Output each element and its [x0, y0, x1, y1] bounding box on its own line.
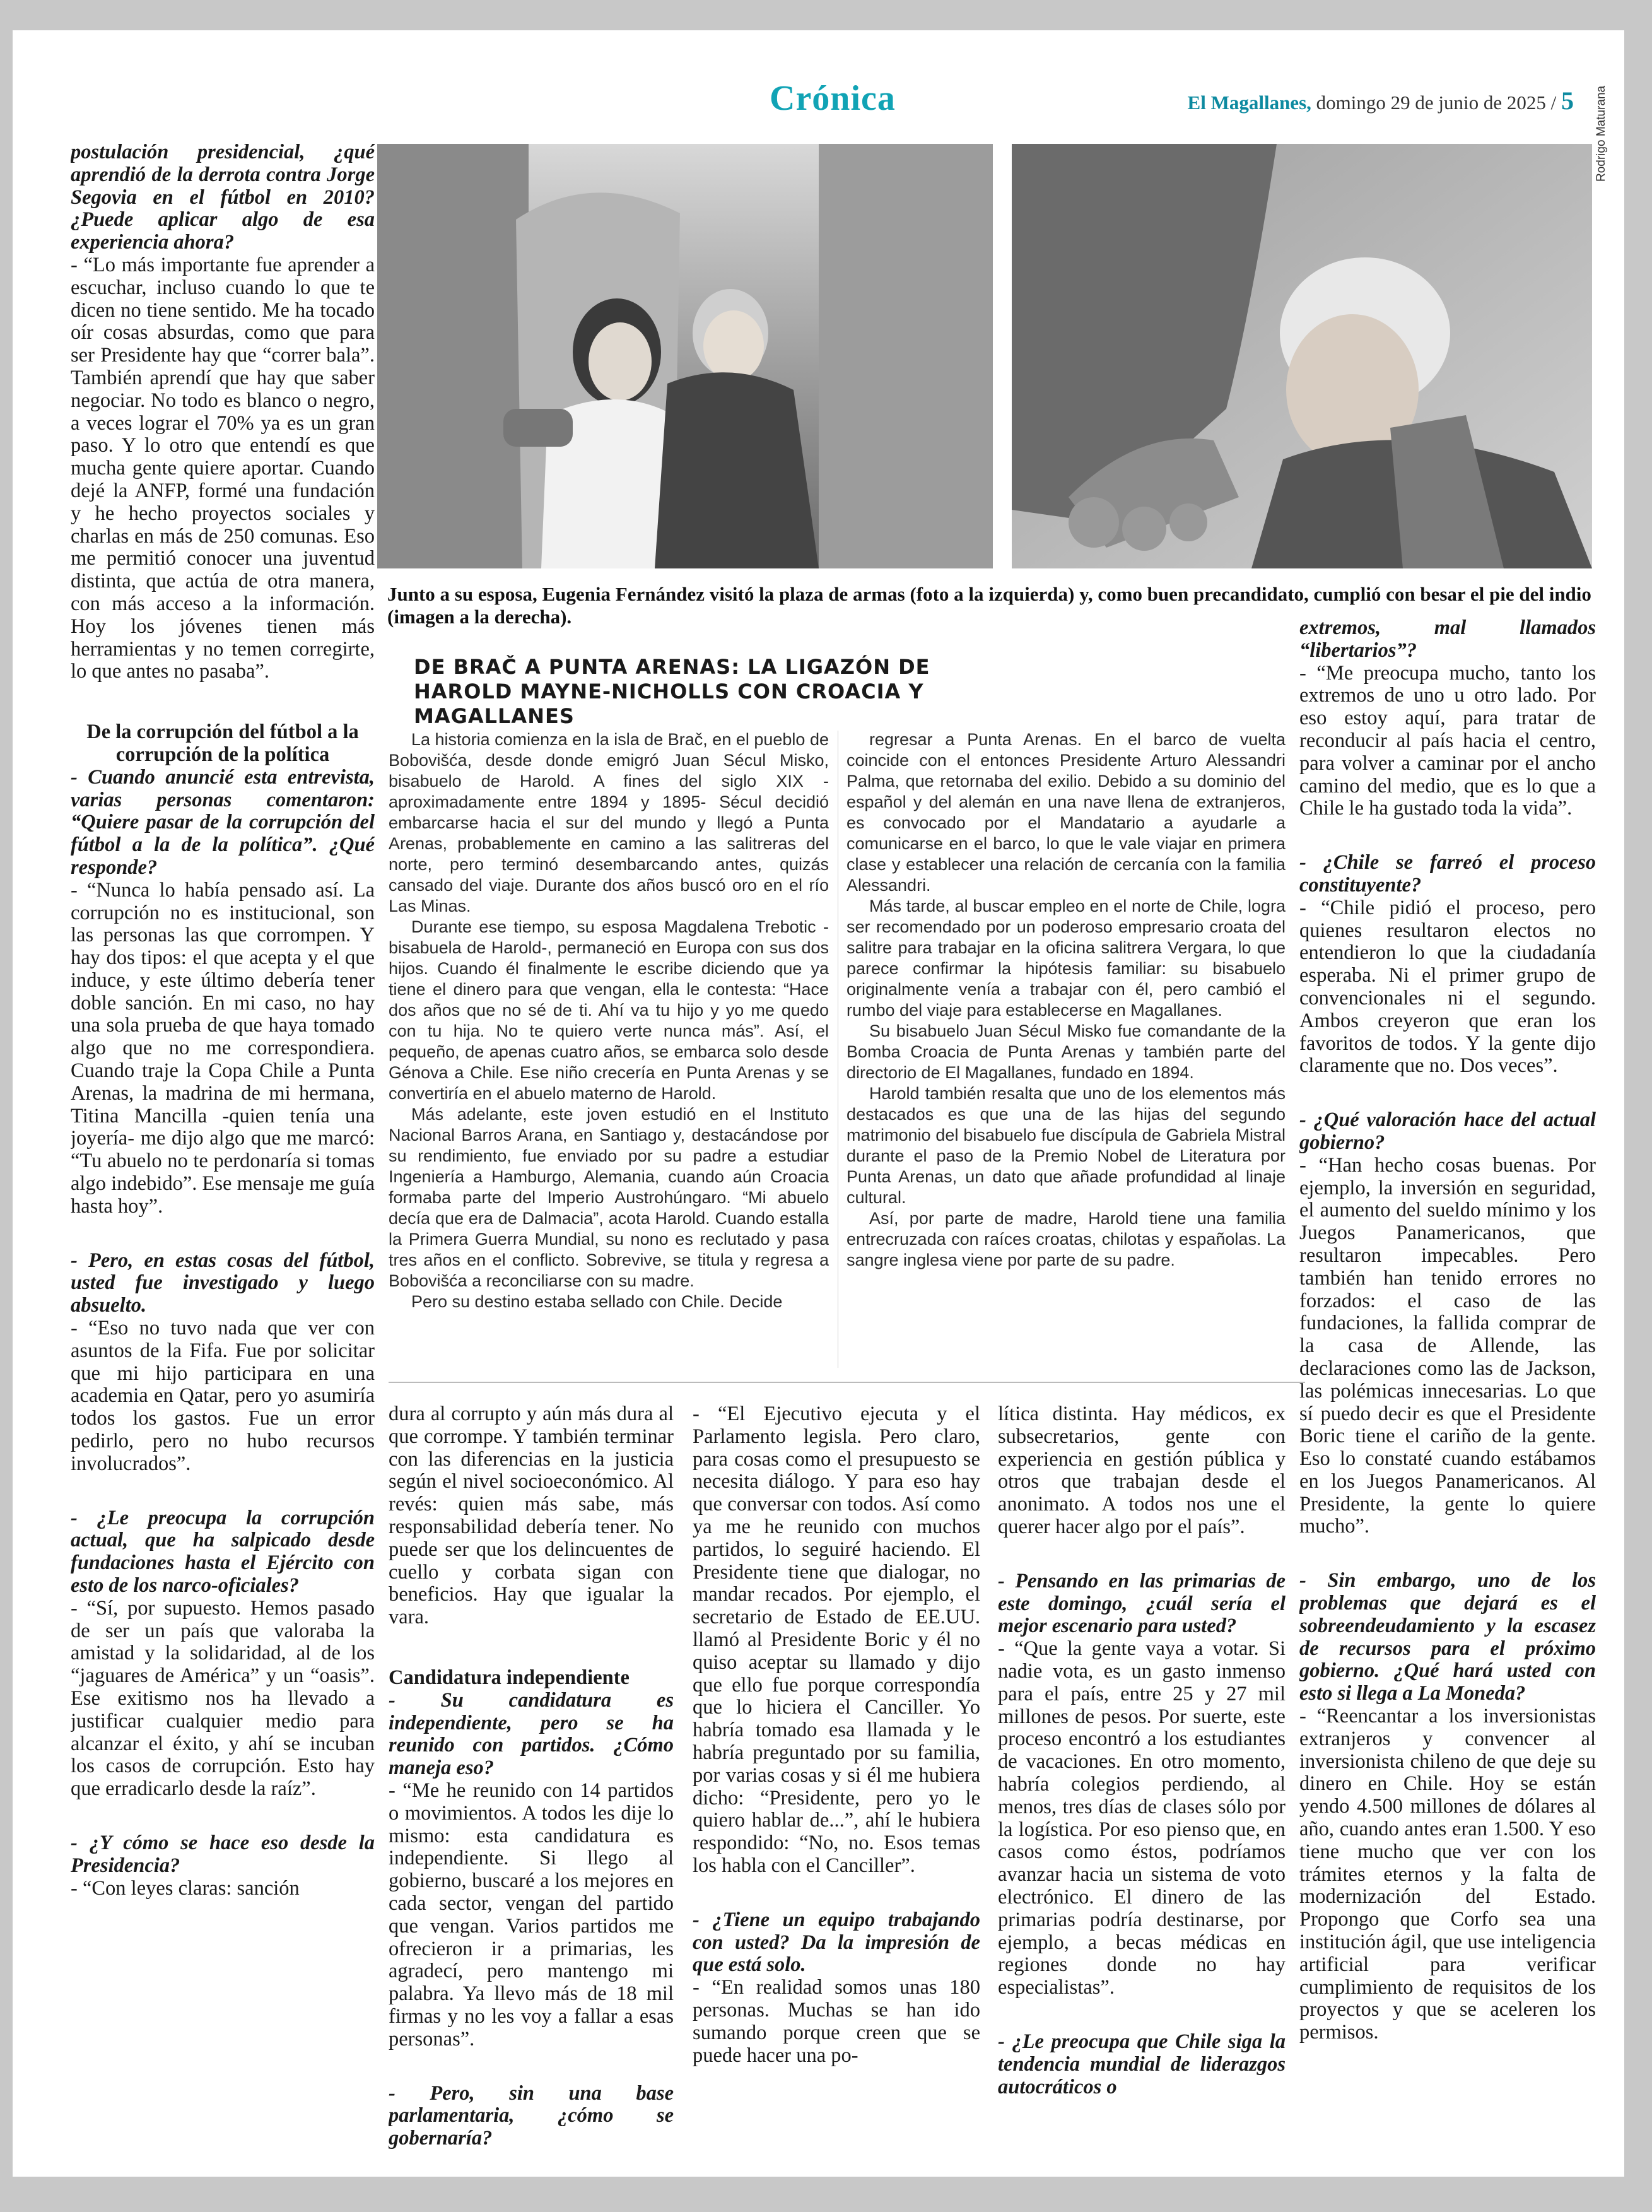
newspaper-name: El Magallanes,	[1187, 91, 1311, 114]
photo-credit: Rodrigo Maturana	[1595, 85, 1608, 182]
col2-subheading: Candidatura independiente	[389, 1666, 630, 1689]
col1-answer: - “Nunca lo había pensado así. La corrupción no es institucional, son las personas las que corrompen. Y hay dos tipos: el que acepta y el que induce, y este último debería tener doble sanción. En mi caso, no hay una sola prueba de que haya tomado algo que no me correspondiera. Cuando traje la Copa Chile a Punta Arenas, la madrina de mi hermana, Titina Mancilla -quien tenía una joyería- me dijo algo que me marcó: “Tu abuelo no te perdonaría si tomas algo indebido”. Ese mensaje me guía hasta hoy”.	[71, 878, 375, 1218]
col5-answer: - “Me preocupa mucho, tanto los extremos de uno u otro lado. Por eso estoy aquí, para tratar de reconducir al país hacia el centro, para volver a caminar por el ancho camino del medio, que es lo que a Chile le ha gustado toda la vida”.	[1299, 661, 1596, 820]
col5-answer: - “Chile pidió el proceso, pero quienes resultaron electos no entendieron lo que la ciudadanía esperaba. Ni el primer grupo de convencionales ni el segundo. Ambos creyeron que eran los favoritos de todos. Y la gente dijo claramente que no. Dos veces”.	[1299, 896, 1596, 1078]
col2-answer: dura al corrupto y aún más dura al que corrompe. Y también terminar con las diferencias en la justicia según el nivel socioeconómico. Al revés: quien más sabe, más responsabilidad debería tener. No puede ser que los delincuentes de cuello y corbata sigan con beneficios. Hay que igualar la vara.	[389, 1403, 674, 1629]
photo-left-image	[377, 144, 993, 568]
box-paragraph: Más adelante, este joven estudió en el Instituto Nacional Barros Arana, en Santiago y, destacándose por su rendimiento, fue enviado por su padre a estudiar Ingeniería a Hamburgo, Alemania, cuando aún Croacia formaba parte del Imperio Austrohúngaro. “Mi abuelo decía que era de Dalmacia”, acota Harold. Cuando estalla la Primera Guerra Mundial, su nono es reclutado y pasa tres años en el conflicto. Sobrevive, se titula y regresa a Bobovišća a reconciliarse con su madre.	[389, 1105, 829, 1290]
col1-subheading: De la corrupción del fútbol a la corrupción de la política	[86, 721, 359, 766]
header-separator: /	[1550, 91, 1557, 114]
box-paragraph: Así, por parte de madre, Harold tiene una familia entrecruzada con raíces croatas, chilotas y españolas. La sangre inglesa viene por parte de su padre.	[847, 1209, 1286, 1269]
col4-answer: - “Que la gente vaya a votar. Si nadie vota, es un gasto inmenso para el país, entre 25 y 27 mil millones de pesos. Por suerte, este proceso encontró a los estudiantes de vacaciones. En otro momento, habría colegios perdiendo, al menos, tres días de clases sólo por la logística. Por eso pienso que, en casos como éstos, podríamos avanzar hacia un sistema de voto electrónico. El dinero de las primarias podría destinarse, por ejemplo, a becas médicas en regiones donde no hay especialistas”.	[998, 1637, 1286, 1999]
col5-question: - ¿Chile se farreó el proceso constituyente?	[1299, 851, 1596, 897]
photo-plaza-de-armas	[377, 144, 993, 568]
sidebar-box-column-right	[847, 729, 1286, 1373]
box-paragraph: Su bisabuelo Juan Sécul Misko fue comandante de la Bomba Croacia de Punta Arenas y también parte del directorio de El Magallanes, fundado en 1894.	[847, 1021, 1286, 1082]
col2-question: - Su candidatura es independiente, pero se ha reunido con partidos. ¿Cómo maneja eso?	[389, 1688, 674, 1780]
col2-answer: - “Me he reunido con 14 partidos o movimientos. A todos les dije lo mismo: esta candidatura es independiente. Si llego al gobierno, buscaré a los mejores en cada sector, vengan del partido que vengan. Varios partidos me ofrecieron ir a primarias, les agradecí, pero mantengo mi palabra. Ya llevo más de 18 mil firmas y no les voy a fallar a esas personas”.	[389, 1779, 674, 2050]
col1-question: - Cuando anuncié esta entrevista, varias personas comentaron: “Quiere pasar de la corrupción del fútbol a la de la política”. ¿Qué responde?	[71, 765, 375, 879]
box-paragraph: Harold también resalta que uno de los elementos más destacados es que una de las hijas del segundo matrimonio del bisabuelo fue discípula de Gabriela Mistral durante el paso de la Premio Nobel de Literatura por Punta Arenas, un dato que añade profundidad al linaje cultural.	[847, 1084, 1286, 1207]
column-1	[71, 141, 375, 2177]
col1-answer: - “Sí, por supuesto. Hemos pasado de ser un país que valoraba la amistad y la solidaridad, al de los “jaguares de América” y un “oasis”. Ese exitismo nos ha llevado a justificar cualquier medio para alcanzar el éxito, y ahí se incuban los casos de corrupción. Esto hay que erradicarlo desde la raíz”.	[71, 1596, 375, 1801]
col1-answer: - “Lo más importante fue aprender a escuchar, incluso cuando lo que te dicen no tiene sentido. Me ha tocado oír cosas absurdas, como que para ser Presidente hay que “correr bala”. También aprendí que hay que saber negociar. No todo es blanco o negro, a veces lograr el 70% ya es un gran paso. Y lo otro que entendí es que mucha gente quiere aportar. Cuando dejé la ANFP, formé una fundación y he hecho proyectos sociales y charlas en más de 250 comunas. Eso me permitió conocer una juventud distinta, que actúa de otra manera, con más acceso a la información. Hoy los jóvenes tienen más herramientas y no temen corregirte, lo que antes no pasaba”.	[71, 253, 375, 683]
issue-date: domingo 29 de junio de 2025	[1316, 91, 1546, 114]
box-paragraph: Pero su destino estaba sellado con Chile. Decide	[411, 1292, 783, 1311]
box-paragraph: La historia comienza en la isla de Brač, en el pueblo de Bobovišća, desde donde emigró Juan Sécul Misko, bisabuelo de Harold. A fines del siglo XIX -aproximadamente entre 1894 y 1895- Sécul decidió embarcarse hacia el sur del mundo y llegó a Punta Arenas, probablemente en camino a las salitreras del norte, pero terminó desembarcando antes, quizás cansado del viaje. Durante dos años buscó oro en el río Las Minas.	[389, 730, 829, 915]
col4-answer: lítica distinta. Hay médicos, ex subsecretarios, gente con experiencia en gestión pública y otros que trabajan desde el anonimato. A todos nos une el querer hacer algo por el país”.	[998, 1403, 1286, 1538]
box-paragraph: regresar a Punta Arenas. En el barco de vuelta coincide con el entonces Presidente Arturo Alessandri Palma, que retornaba del exilio. Debido a su dominio del español y del alemán en una nave llena de extranjeros, es convocado por el Mandatario a ayudarle a comunicarse en el barco, lo que le vale viajar en primera clase y establecer una relación de cercanía con la familia Alessandri.	[847, 730, 1286, 895]
sidebar-box-title: DE BRAČ A PUNTA ARENAS: LA LIGAZÓN DE HAROLD MAYNE-NICHOLLS CON CROACIA Y MAGALLANES	[414, 655, 930, 728]
col3-answer: - “El Ejecutivo ejecuta y el Parlamento legisla. Pero claro, para cosas como el presupuesto se necesita diálogo. Y para eso hay que conversar con todos. Así como ya me he reunido con muchos partidos, lo seguiré haciendo. El Presidente tiene que dialogar, no mandar recados. Por ejemplo, el secretario de Estado de EE.UU. llamó al Presidente Boric y él no quiso aceptar su llamado y dijo que ello fue porque correspondía que lo hiciera el Canciller. Yo habría tomado esa llamada y le habría preguntado por su familia, por varias cosas y si él me hubiera dicho: “Presidente, pero yo le quiero hablar de...”, ahí le hubiera respondido: “No, no. Esos temas los habla con el Canciller”.	[693, 1403, 980, 1877]
col3-question: - ¿Tiene un equipo trabajando con usted? Da la impresión de que está solo.	[693, 1908, 980, 1977]
box-divider	[389, 1382, 1305, 1383]
col5-answer: - “Reencantar a los inversionistas extranjeros y convencer al inversionista chileno de que deje su dinero en Chile. Hoy se están yendo 4.500 millones de dólares al año, cuando antes eran 1.500. Y eso tiene mucho que ver con los trámites eternos y la falta de modernización del Estado. Propongo que Corfo sea una institución ágil, que use inteligencia artificial para verificar cumplimiento de requisitos de los proyectos y que se aceleren los permisos.	[1299, 1705, 1596, 2044]
col1-question: - ¿Le preocupa la corrupción actual, que ha salpicado desde fundaciones hasta el Ejército con esto de los narco-oficiales?	[71, 1506, 375, 1597]
col1-answer: - “Eso no tuvo nada que ver con asuntos de la Fifa. Fue por solicitar que mi hijo participara en una academia en Qatar, pero yo asumiría todos los gastos. Fue un error pedirlo, pero no hubo recursos involucrados”.	[71, 1317, 375, 1475]
col4-question: - Pensando en las primarias de este domingo, ¿cuál sería el mejor escenario para usted?	[998, 1569, 1286, 1638]
column-5	[1299, 617, 1596, 2177]
col1-answer: - “Con leyes claras: sanción	[71, 1876, 300, 1900]
col3-answer: - “En realidad somos unas 180 personas. Muchas se han ido sumando porque creen que se puede hacer una po-	[693, 1976, 980, 2067]
column-4	[998, 1403, 1286, 2177]
photo-caption: Junto a su esposa, Eugenia Fernández visitó la plaza de armas (foto a la izquierda) y, como buen precandidato, cumplió con besar el pie del indio (imagen a la derecha).	[387, 583, 1591, 628]
box-paragraph: Más tarde, al buscar empleo en el norte de Chile, logra ser recomendado por un poderoso empresario croata del salitre para trabajar en la oficina salitrera Vergara, lo que parece confirmar la hipótesis familiar: su bisabuelo originalmente venía a trabajar con él, pero cambió el rumbo del viaje para establecerse en Magallanes.	[847, 897, 1286, 1020]
col5-question: extremos, mal llamados “libertarios”?	[1299, 617, 1596, 662]
column-3	[693, 1403, 980, 2177]
col5-question: - Sin embargo, uno de los problemas que dejará es el sobreendeudamiento y la escasez de recursos para el próximo gobierno. ¿Qué hará usted con esto si llega a La Moneda?	[1299, 1569, 1596, 1705]
col1-question: - Pero, en estas cosas del fútbol, usted fue investigado y luego absuelto.	[71, 1249, 375, 1317]
col5-answer: - “Han hecho cosas buenas. Por ejemplo, la inversión en seguridad, el aumento del sueldo mínimo y los Juegos Panamericanos, que resultaron impecables. Pero también han tenido errores no forzados: el caso de las fundaciones, la fallida comprar de la casa de Allende, las declaraciones como las de Jackson, las polémicas innecesarias. Lo que sí puedo decir es que el Presidente Boric tiene el cariño de la gente. Eso lo constaté cuando estábamos en los Juegos Panamericanos. Al Presidente, la gente lo quiere mucho”.	[1299, 1153, 1596, 1538]
box-paragraph: Durante ese tiempo, su esposa Magdalena Trebotic -bisabuela de Harold-, permaneció en Europa con sus dos hijos. Cuando él finalmente le escribe diciendo que ya tiene el dinero para que vengan, ella le contesta: “Hace dos años que no sé de ti. Ahí va tu hijo y yo me quedo con tu hija. No te quiero verte nunca más”. Así, el pequeño, de apenas cuatro años, se embarca solo desde Génova a Chile. Ese niño crecería en Punta Arenas y se convertiría en el abuelo materno de Harold.	[389, 917, 829, 1103]
col5-question: - ¿Qué valoración hace del actual gobierno?	[1299, 1109, 1596, 1154]
page-number: 5	[1561, 86, 1574, 115]
newspaper-page	[13, 30, 1624, 2177]
sidebar-box-column-left	[389, 729, 829, 1373]
photo-right-image	[1012, 144, 1592, 568]
col1-question: - ¿Y cómo se hace eso desde la Presidencia?	[71, 1831, 375, 1877]
photo-pie-del-indio	[1012, 144, 1592, 568]
col1-question: postulación presidencial, ¿qué aprendió de la derrota contra Jorge Segovia en el fútbol en 2010? ¿Puede aplicar algo de esa experiencia ahora?	[71, 141, 375, 254]
col2-question: - Pero, sin una base parlamentaria, ¿cómo se gobernaría?	[389, 2081, 674, 2150]
col4-question: - ¿Le preocupa que Chile siga la tendencia mundial de liderazgos autocráticos o	[998, 2030, 1286, 2098]
page-header-info	[1188, 86, 1574, 115]
column-2	[389, 1403, 674, 2177]
section-title: Crónica	[770, 79, 896, 118]
